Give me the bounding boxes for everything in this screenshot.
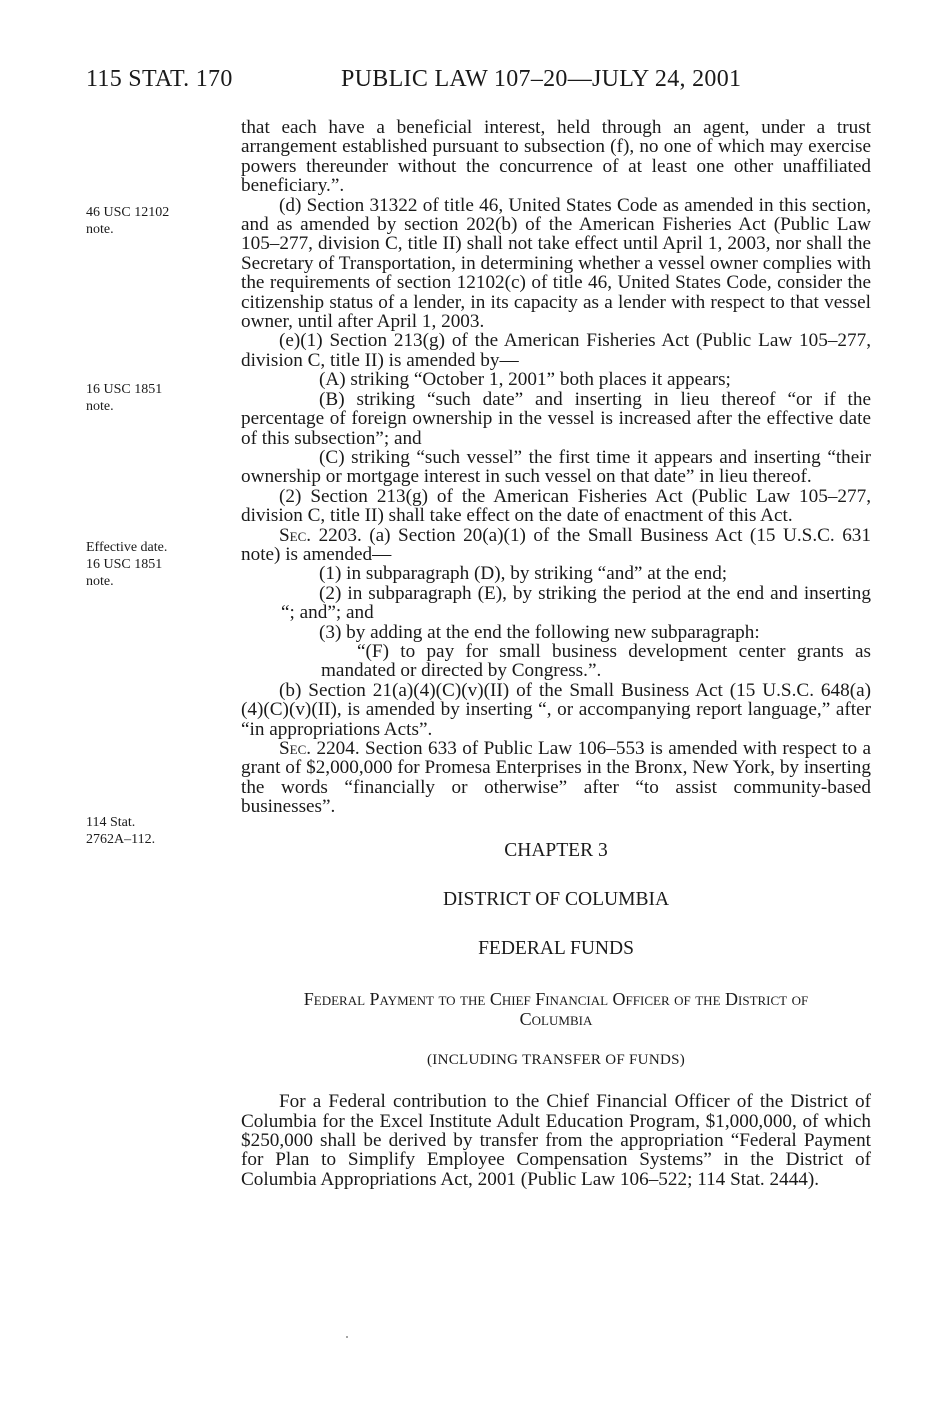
margin-note-effective-date: Effective date. 16 USC 1851 note. <box>86 540 168 589</box>
paragraph-continuation: that each have a beneficial interest, held through an agent, under a trust arrangement established pursuant to subsection (f), no one of which may exercise powers thereunder without the concurrence of at least one other unaffiliated beneficiary.”. <box>241 117 871 197</box>
federal-funds-heading: FEDERAL FUNDS <box>478 938 634 960</box>
section-2203-text: (a) Section 20(a)(1) of the Small Business Act (15 U.S.C. 631 note) is amended— <box>241 524 871 565</box>
district-heading: DISTRICT OF COLUMBIA <box>442 889 670 911</box>
paragraph-e2: (2) Section 213(g) of the American Fisheries Act (Public Law 105–277, division C, title II) shall take effect on the date of enactment of this Act. <box>241 485 871 527</box>
section-2204-text: Section 633 of Public Law 106–553 is amended with respect to a grant of $2,000,000 for Promesa Enterprises in the Bronx, New York, by inserting the words “financially or otherwise” after “to assist community-based businesses”. <box>241 738 871 818</box>
paragraph-e1: (e)(1) Section 213(g) of the American Fisheries Act (Public Law 105–277, division C, title II) is amended by— <box>241 330 871 371</box>
body-text <box>241 118 871 1189</box>
section-2204 <box>241 739 871 817</box>
section-2203-item-3: (3) by adding at the end the following new subparagraph: <box>319 621 760 643</box>
paragraph-e1-B: (B) striking “such date” and inserting in lieu thereof “or if the percentage of foreign ownership in the vessel is increased after the effective date of this subsection”; and <box>241 388 871 449</box>
section-2203-label: Sec. 2203. <box>279 524 362 546</box>
federal-payment-heading: Federal Payment to the Chief Financial Officer of the District of Columbia <box>303 988 809 1029</box>
section-2203-item-2: (2) in subparagraph (E), by striking the period at the end and inserting “; and”; and <box>281 582 871 624</box>
margin-note-46usc: 46 USC 12102 note. <box>86 205 170 237</box>
section-2203-quoted-F: “(F) to pay for small business development center grants as mandated or directed by Congress.”. <box>321 640 871 682</box>
section-2203-item-1: (1) in subparagraph (D), by striking “and” at the end; <box>319 563 728 585</box>
section-2203 <box>241 526 871 565</box>
paragraph-e1-C: (C) striking “such vessel” the first time it appears and inserting “their ownership or mortgage interest in such vessel on that date” in lieu thereof. <box>241 446 871 488</box>
including-transfer-heading: (INCLUDING TRANSFER OF FUNDS) <box>426 1051 686 1068</box>
margin-note-114-stat: 114 Stat. 2762A–112. <box>86 815 156 847</box>
chapter-heading: CHAPTER 3 <box>504 839 608 861</box>
margin-note-16usc: 16 USC 1851 note. <box>86 382 163 414</box>
scan-speck <box>346 1336 348 1338</box>
page-header <box>86 66 886 100</box>
section-2203-b: (b) Section 21(a)(4)(C)(v)(II) of the Small Business Act (15 U.S.C. 648(a)(4)(C)(v)(II), is amended by inserting “, or accompanying report language,” after “in appropriations Acts”. <box>241 679 871 740</box>
statute-page-number: 115 STAT. 170 <box>86 66 233 92</box>
paragraph-d: (d) Section 31322 of title 46, United States Code as amended in this section, and as amended by section 202(b) of the American Fisheries Act (Public Law 105–277, division C, title II) shall not take effect until April 1, 2003, nor shall the Secretary of Transportation, in determining whether a vessel owner complies with the requirements of section 12102(c) of title 46, United States Code, consider the citizenship status of a lender, in its capacity as a lender with respect to that vessel owner, until after April 1, 2003. <box>241 194 871 333</box>
section-2204-label: Sec. 2204. <box>279 738 360 759</box>
paragraph-federal-contribution: For a Federal contribution to the Chief Financial Officer of the District of Columbia for the Excel Institute Adult Education Program, $1,000,000, of which $250,000 shall be derived by transfer from the appropriation “Federal Payment for Plan to Simplify Employee Compensation Systems” in the District of Columbia Appropriations Act, 2001 (Public Law 106–522; 114 Stat. 2444). <box>241 1091 871 1190</box>
paragraph-e1-A: (A) striking “October 1, 2001” both places it appears; <box>319 369 731 391</box>
public-law-title: PUBLIC LAW 107–20—JULY 24, 2001 <box>341 66 742 92</box>
